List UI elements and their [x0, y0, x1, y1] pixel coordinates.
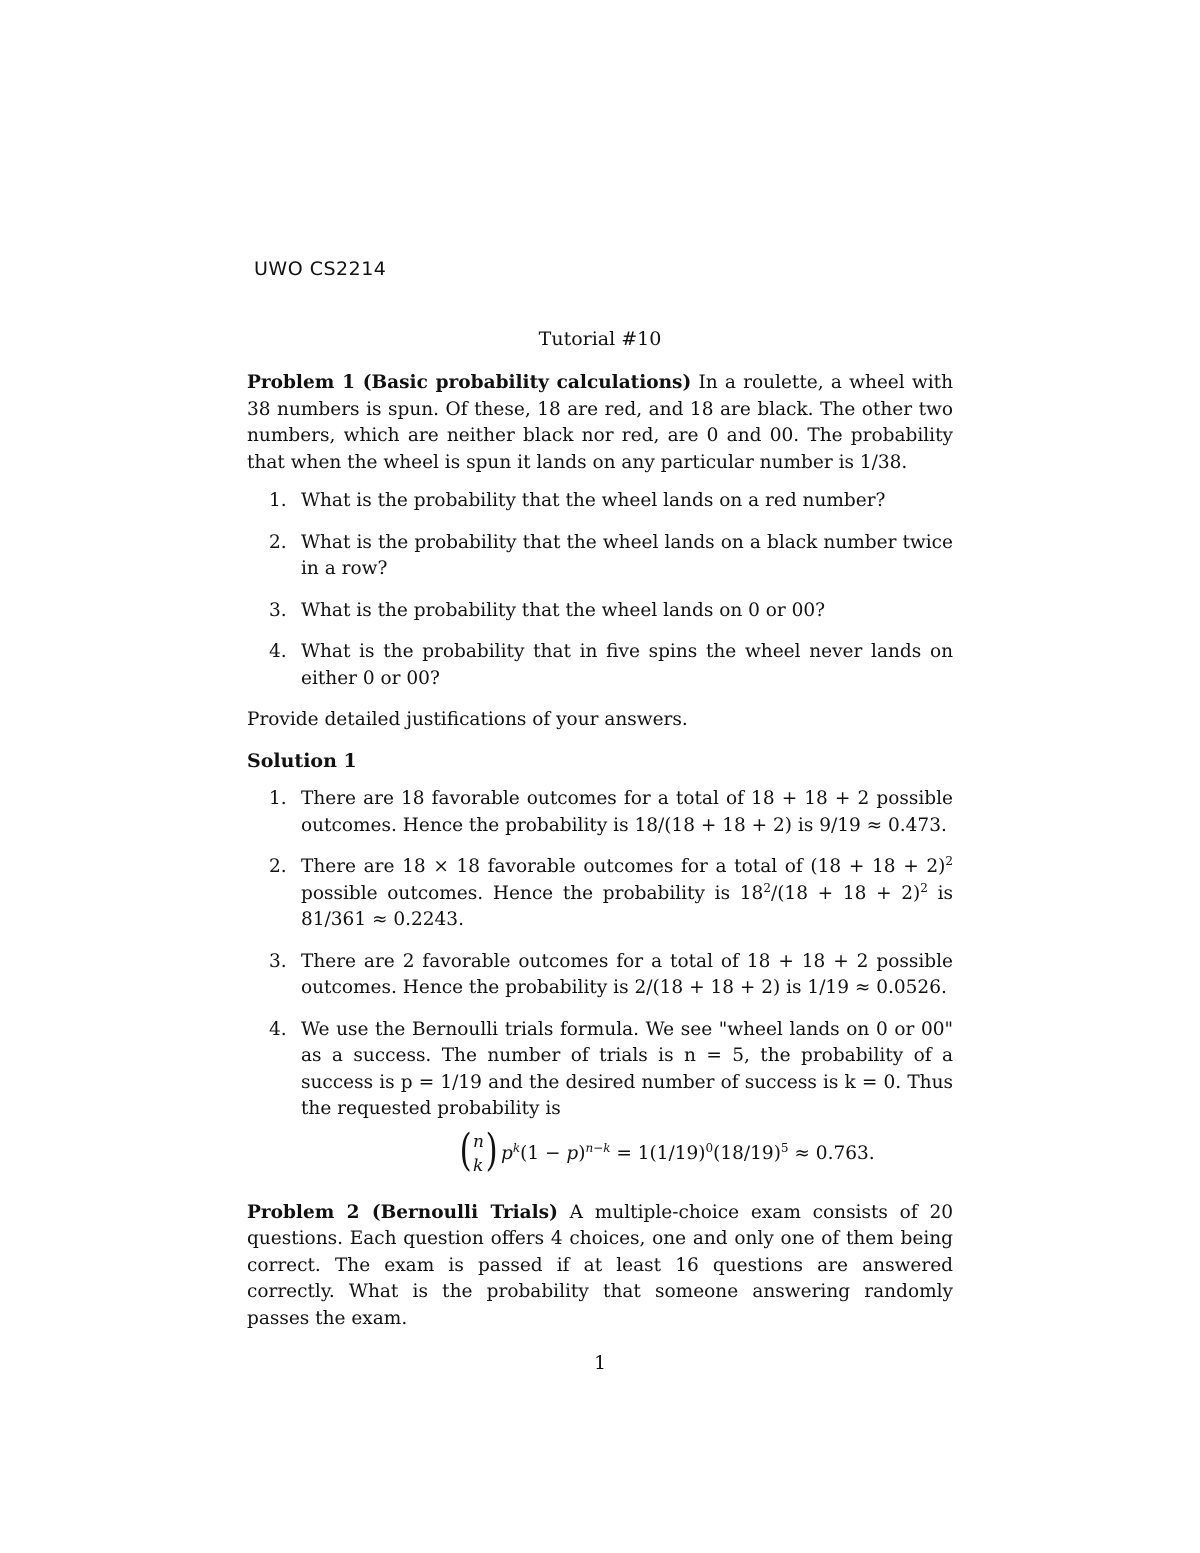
problem-1-questions [247, 488, 953, 692]
solution-1-items [247, 786, 953, 1185]
list-item [247, 530, 953, 583]
list-item-number: 1. [269, 788, 287, 809]
problem-2-text: A multiple-choice exam consists of 20 questions. Each question offers 4 choices, one and only one of them being correct. The exam is passed if at least 16 questions are answered correctly. What is the probability that someone answering randomly passes the exam. [247, 1201, 954, 1329]
superscript: 0 [705, 1140, 714, 1155]
formula-segment: (18/19) [713, 1142, 781, 1164]
problem-1-label: Problem 1 (Basic probability calculations) [247, 372, 692, 393]
list-item-text: What is the probability that in five spins the wheel never lands on either 0 or 00? [301, 641, 953, 689]
problem-2 [247, 1200, 953, 1333]
list-item-text: There are 2 favorable outcomes for a total of 18 + 18 + 2 possible outcomes. Hence the probability is 2/(18 + 18 + 2) is 1/19 ≈ 0.0526. [301, 950, 953, 998]
list-item [247, 598, 953, 625]
list-item-text: What is the probability that the wheel lands on a black number twice in a row? [301, 531, 953, 579]
superscript: 2 [920, 880, 928, 895]
left-paren: ( [459, 1124, 472, 1176]
text-segment: /(18 + 18 + 2) [770, 882, 921, 904]
right-paren: ) [485, 1124, 498, 1176]
superscript: 5 [780, 1140, 789, 1155]
list-item-number: 1. [269, 490, 287, 511]
text-segment: possible outcomes. Hence the probability is 18 [301, 882, 764, 904]
list-item-number: 3. [269, 950, 287, 972]
list-item-text: There are 18 favorable outcomes for a total of 18 + 18 + 2 possible outcomes. Hence the probability is 18/(18 + 18 + 2) is 9/19 ≈ 0.473. [301, 788, 953, 836]
problem-1 [247, 370, 953, 476]
binom-bottom: k [473, 1155, 484, 1176]
superscript: k [512, 1140, 521, 1155]
superscript: n−k [585, 1140, 611, 1155]
list-item [247, 1017, 953, 1185]
superscript: 2 [763, 880, 771, 895]
problem-2-label: Problem 2 (Bernoulli Trials) [247, 1201, 558, 1223]
binomial-coefficient [459, 1124, 499, 1181]
list-item [247, 786, 953, 839]
text-segment: There are 18 × 18 favorable outcomes for a total of (18 + 18 + 2) [301, 856, 946, 877]
page-number: 1 [593, 1352, 607, 1374]
list-item-text [301, 853, 954, 930]
course-header: UWO CS2214 [254, 258, 387, 280]
list-item-number: 2. [269, 531, 287, 553]
problem-1-text: In a roulette, a wheel with 38 numbers is spun. Of these, 18 are red, and 18 are black. The other two numbers, which are neither black nor red, are 0 and 00. The probability that when the wheel is spun it lands on any particular number is 1/38. [247, 372, 953, 473]
binom-top: n [473, 1131, 484, 1152]
formula-segment: ≈ 0.763. [788, 1142, 875, 1164]
list-item-number: 4. [269, 641, 287, 662]
list-item-text: We use the Bernoulli trials formula. We see "wheel lands on 0 or 00" as a success. The number of trials is n = 5, the probability of a success is p = 1/19 and the desired number of success is k = 0. Thus the requested probability is [301, 1018, 953, 1119]
superscript: 2 [945, 853, 953, 868]
formula-segment: (1 − [520, 1142, 567, 1164]
page-title: Tutorial #10 [538, 328, 662, 350]
formula-symbol: p [566, 1142, 579, 1164]
formula-segment: ) [578, 1142, 586, 1164]
list-item [247, 488, 953, 515]
bernoulli-formula [301, 1124, 953, 1185]
list-item-number: 4. [269, 1018, 287, 1040]
formula-symbol: p [501, 1142, 513, 1164]
solution-1-heading: Solution 1 [247, 749, 357, 772]
formula-segment: = 1(1/19) [610, 1142, 706, 1164]
list-item [247, 639, 953, 692]
problem-1-footer: Provide detailed justifications of your answers. [247, 709, 688, 730]
list-item [247, 854, 953, 934]
list-item-number: 3. [269, 599, 287, 621]
list-item-text: What is the probability that the wheel lands on a red number? [301, 490, 886, 511]
document-body [247, 370, 953, 1332]
text-segment: is 81/361 ≈ 0.2243. [301, 882, 954, 930]
list-item-text: What is the probability that the wheel lands on 0 or 00? [301, 599, 826, 621]
list-item-number: 2. [269, 856, 287, 877]
formula-expression [501, 1141, 875, 1168]
list-item [247, 949, 953, 1002]
